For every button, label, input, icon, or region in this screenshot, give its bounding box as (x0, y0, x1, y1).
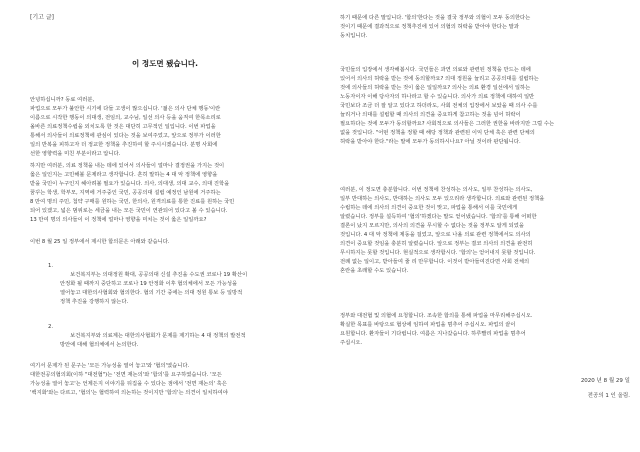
list-item-text: 보건복지부는 의대정원 확대, 공공의대 신설 추진을 수도권 코로나 19 확산이 안정화 될 때까지 중단하고 코로나 19 안정화 이후 협의체에서 모든 가능성을 열어놓고 대한의사협회와 협의한다. 협의 기간 중에는 의대 정원 통보 등 일방적 정책 추진을 강행하지 않는다. (60, 272, 248, 305)
list-item-number: 2. (48, 324, 54, 330)
list-item (48, 323, 310, 359)
paragraph-agreement-intro: 이번 8 월 25 일 정부에서 제시한 합의문은 아래와 같습니다. (30, 239, 170, 245)
date-line: 2020 년 8 월 29 일 (580, 378, 630, 384)
article-tag: [기고 글] (30, 14, 54, 21)
list-item-text: 보건복지부와 의료계는 대한의사협회가 문제를 제기하는 4 대 정책의 발전적 방안에 대해 협의체에서 논의한다. (60, 333, 246, 348)
paragraph-greeting: 안녕하십니까? 동료 여러분, 파업으로 모두가 불안한 시기에 다들 고생이 많으십니다. '젊은 의사 단체 행동'이란 이름으로 시작한 행동이 의대생, 전임의, 교수님, 일선 의사 등을 움직여 한목소리로 올바른 의료정책수립을 외치도록 한 것은 대단히 고무적인 일입니다. 이번 파업을 통해서 의사들이 의료정책에 관심이 있다는 것을 보여주었고, 앞으로 정부가 이러한 일의 반복을 피하고자 더 정교한 정책을 추진하여 할 주시시겠습니다. 분명 사회에 선한 영향력을 미친 부분이라고 압니다. (30, 97, 221, 157)
list-item-number: 1. (48, 263, 54, 269)
signature-line: 전공의 1 인 올림. (587, 393, 630, 399)
page-title: 이 정도면 됐습니다. (131, 59, 199, 68)
paragraph-policy-question: 하지만 여러분, 의료 정책을 내는 데에 있어서 의사들이 얼마나 결정권을 가지는 것이 옳은 일인지는 고민해볼 문제라고 생각합니다. 흔히 말하는 4 대 악 정책에 영향을 받을 국민이 누구인지 헤아려볼 필요가 있습니다. 의사, 의대생, 의대 교수, 의대 진학을 꿈꾸는 학생, 학부모, 지역에 거주중인 국민, 공공의대 설립 예정인 남원에 거주하는 8 만여 명의 주민, 첩약 구매를 원하는 국민, 한의사, 원격의료를 통한 진료를 원하는 국민 되어 있겠고, 넓은 범위로는 세금을 내는 모든 국민이 연관되어 있다고 볼 수 있습니다. 13 만여 명의 의사들이 이 정책에 얼마나 영향을 미치는 것이 옳은 일일까요? (30, 163, 235, 223)
list-item (48, 262, 310, 316)
paragraph-agreement-meaning: 하기 때문에 다른 말입니다. '합의'한다는 것을 결국 정부와 의협이 모두 동의한다는 것이기 때문에 결과적으로 정책추진에 있어 의협의 허락을 받아야 한다는 말과 동치입니다. (340, 15, 531, 39)
paragraph-public-view: 국민들의 입장에서 생각해봅시다. 국민들은 과연 의료와 관련된 정책을 만드는 데에 있어서 의사의 허락을 받는 것에 동의할까요? 의대 정원을 늘리고 공공의대를 설립하는 것에 의사들의 허락을 받는 것이 옳은 일일까요? 의사는 의료 환경 일선에서 일하는 노동자이자 이해 당사자의 하나라고 할 수 있습니다. 의사가 의료 정책에 대하여 일반 국민보다 조금 더 잘 알고 있다고 하더라도, 사회 전체의 입장에서 보았을 때 의사 수를 늘리거나 의대를 설립할 때 의사의 의견을 중요하게 참고하는 것을 넘어 허락이 필요하다는 것에 모두가 동의할까요? 사회적으로 의사들은 그러한 권한을 바라지만 그럴 수는 없을 것입니다. "어떤 정책을 정할 때 해당 정책과 관련된 이익 단체 혹은 관련 단체의 허락을 받아야 한다."라는 말에 모두가 동의하시나요? 아닐 것이라 판단됩니다. (340, 67, 555, 145)
agreement-list (48, 262, 310, 359)
paragraph-enough: 여러분, 이 정도면 충분합니다. 이번 정책에 찬성하는 의사도, 일부 찬성하는 의사도, 일부 반대하는 의사도, 반대하는 의사도 모두 있으리라 생각합니다. 의료와 관련된 정책을 수립하는 데에 의사의 의견이 중요한 것이 맞고, 파업을 통해서 이를 국민에게 알렸습니다. 정부를 설득하여 '협의'하겠다는 말도 얻어냈습니다. '합의'를 통해 어떠한 결론이 났지 모르지만, 의사의 의견을 무시할 수 없다는 것을 정부도 알게 되었을 것입니다. 4 대 악 정책에 제동을 걸었고, 앞으로 나올 의료 관련 정책에서도 의사의 의견이 중요할 것임을 충분히 알렸습니다. 앞으로 정부는 결코 의사의 의견을 완전히 무시하지는 못할 것입니다. 현실적으로 생각합시다. '합의'는 얻어내지 못할 것입니다. 전례 없는 일이고, 받아들여 줄 리 만무합니다. 이것이 받아들여진다면 사회 전체의 혼란을 초래할 수도 있습니다. (340, 187, 545, 274)
paragraph-request: 정부와 대전협 및 의협에 요청합니다. 조속한 합의를 통해 파업을 마무리해주십시오. 확실한 목표를 바탕으로 협상에 임하여 파업을 멈추어 주십시오. 파업의 끝이 요원합니다. 환자들이 기다립니다. 여름은 지나갔습니다. 하루빨리 파업을 멈추어 주십시오. (340, 313, 533, 346)
paragraph-issue-wording: 여기서 문제가 된 문구는 '모든 가능성을 열어 놓고'와 '협의'였습니다. 대한전공의협의회(이하 "대전협")는 '전면 재논의'와 '합의'를 요구하였습니다. '모든 가능성을 열어 놓고'는 언제든지 이야기를 뒤집을 수 있다는 점에서 '전면 재논의' 혹은 '백지화'와는 다르고, '협의'는 협력하여 의논하는 것이지만 '합의'는 의견이 일치하여야 (30, 363, 228, 396)
